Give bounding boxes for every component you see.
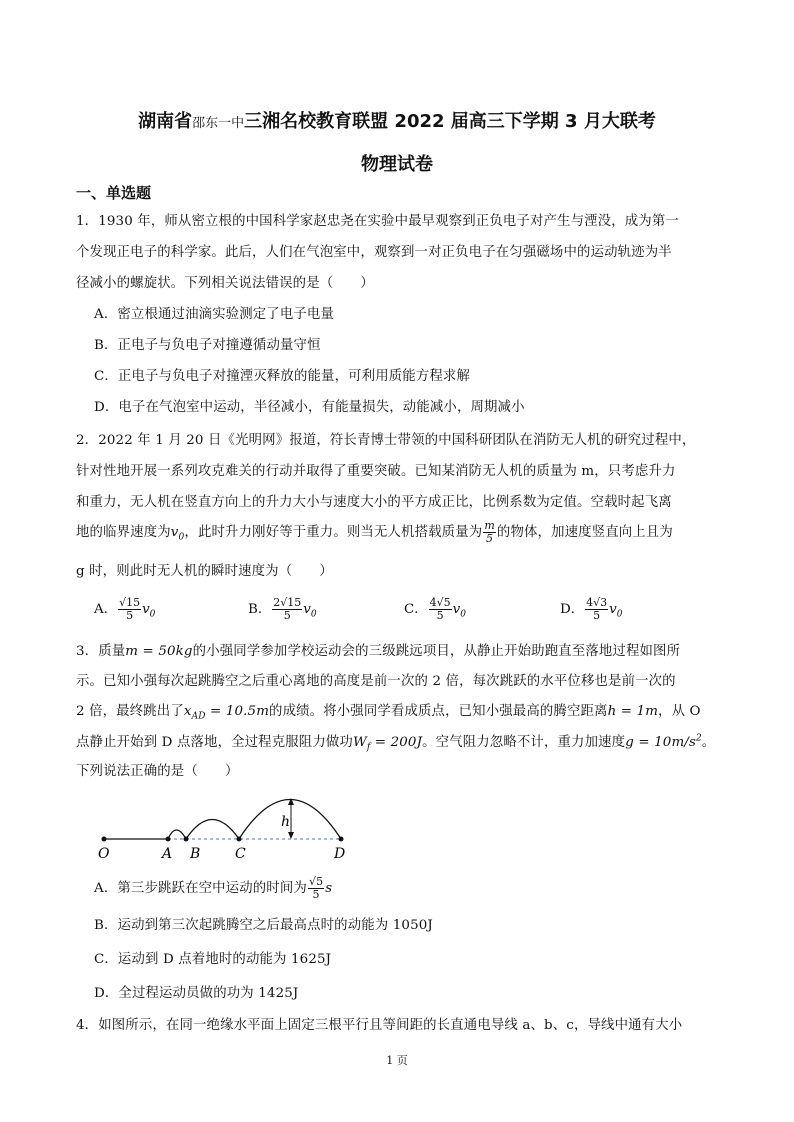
q2-choice-a-den: 5 [126,609,134,622]
q2-choice-a [94,597,155,622]
q3-distance-value: = 10.5m [205,704,270,719]
q3-line-5: 下列说法正确的是（ ） [76,764,239,779]
exam-title [0,107,794,133]
q3-work-subscript: f [366,742,371,753]
q3-line-3-part-b: 的成绩。将小强同学看成质点，已知小强最高的腾空距离 [269,704,608,719]
q3-option-a-fraction [308,876,324,901]
label-o: O [98,846,110,862]
q2-line-4-part-c: 的物体，加速度竖直向上且为 [496,525,673,540]
q3-height: h = 1m [607,704,659,719]
label-h: h [281,814,291,830]
q3-distance [183,704,270,722]
q2-choice-b-den: 5 [283,609,291,622]
q2-choice-d-fraction [585,597,608,622]
title-school: 邵东一中 [192,116,245,131]
q3-line-4 [76,731,715,753]
q3-distance-subscript: AD [191,711,206,722]
q1-option-a: A．密立根通过油滴实验测定了电子电量 [94,307,335,322]
q2-mass-fraction [483,520,496,545]
q3-line-3-part-a: 2 倍，最终跳出了 [76,704,184,719]
point-d [339,837,344,842]
q3-option-a [94,876,332,901]
q1-option-b: B．正电子与负电子对撞遵循动量守恒 [94,338,321,353]
label-c: C [235,846,246,862]
q2-choice-b-label: B． [248,602,272,617]
label-a: A [162,846,173,862]
title-province: 湖南省 [138,111,193,132]
q3-line-1 [76,640,680,659]
q3-option-d: D．全过程运动员做的功为 1425J [94,986,299,1001]
q1-line-3: 径减小的螺旋状。下列相关说法错误的是（ ） [76,276,374,291]
title-exam: 三湘名校教育联盟 2022 届高三下学期 3 月大联考 [244,111,656,132]
q3-gravity-value: g = 10m/s [625,735,696,750]
q3-gravity-exponent: 2 [696,733,702,744]
q2-choice-c-num: 4√5 [429,596,451,609]
q2-line-4-part-a: 地的临界速度为 [76,525,171,540]
page-number: 1 页 [386,1054,408,1067]
height-arrow-head-bottom [288,832,294,839]
q2-v0-subscript: 0 [178,532,185,543]
q2-choice-c-v0-symbol: v [452,602,461,617]
q2-choice-a-v0 [142,602,156,620]
q2-choice-d-label: D． [560,602,585,617]
point-a [166,837,171,842]
q3-work-value: = 200J [370,735,423,750]
q2-choice-c-v0 [452,602,466,620]
q3-option-c: C．运动到 D 点着地时的动能为 1625J [94,952,332,967]
q4-line-1: 4．如图所示，在同一绝缘水平面上固定三根平行且等间距的长直通电导线 a、b、c，导线中通有大小 [76,1018,683,1033]
q2-choice-b-fraction [272,597,302,622]
q2-choice-b-num: 2√15 [273,596,302,609]
q3-line-2: 示。已知小强每次起跳腾空之后重心离地的高度是前一次的 2 倍，每次跳跃的水平位移也是前一次的 [76,674,676,689]
q2-choice-c-label: C． [404,602,428,617]
q2-choice-c-v0-subscript: 0 [460,609,466,620]
q1-line-2: 个发现正电子的科学家。此后，人们在气泡室中，观察到一对正负电子在匀强磁场中的运动轨迹为半 [76,245,672,260]
q2-choice-b [248,597,317,622]
section-heading: 一、单选题 [76,184,152,202]
q3-option-a-den: 5 [312,888,320,901]
label-d: D [334,846,346,862]
triple-jump-figure [96,786,366,866]
label-b: B [190,846,201,862]
q2-choice-b-v0-symbol: v [303,602,311,617]
q2-choice-a-v0-symbol: v [142,602,150,617]
q2-choice-b-v0 [303,602,317,620]
q2-choice-d-den: 5 [593,609,601,622]
q3-line-4-part-a: 点静止开始到 D 点落地，全过程克服阻力做功 [76,735,353,750]
q3-line-3 [76,700,701,722]
jump-arc-2 [186,820,239,840]
q2-choice-d-num: 4√3 [586,596,608,609]
q2-mass-fraction-num: m [484,519,495,532]
point-o [102,837,107,842]
exam-subtitle: 物理试卷 [361,154,433,175]
q2-choice-a-v0-subscript: 0 [149,609,156,620]
q2-choice-d [560,597,622,622]
q2-line-3: 和重力，无人机在竖直方向上的升力大小与速度大小的平方成正比，比例系数为定值。空载时起飞离 [76,495,672,510]
q3-option-b: B．运动到第三次起跳腾空之后最高点时的动能为 1050J [94,918,433,933]
jump-arc-1 [168,830,186,839]
q1-option-c: C．正电子与负电子对撞湮灭释放的能量，可利用质能方程求解 [94,369,470,384]
q2-choice-a-num: √15 [119,596,141,609]
point-b [184,837,189,842]
q3-work [352,735,423,753]
q2-line-4-part-b: ，此时升力刚好等于重力。则当无人机搭载质量为 [184,525,483,540]
q2-line-4 [76,520,673,545]
q3-line-1-part-b: 的小强同学参加学校运动会的三级跳远项目，从静止开始助跑直至落地过程如图所 [192,644,681,659]
q2-choice-c [404,597,466,622]
q3-option-a-num: √5 [308,875,324,888]
q2-choice-c-fraction [429,597,452,622]
q2-mass-fraction-den: 5 [486,532,494,545]
q2-line-1: 2．2022 年 1 月 20 日《光明网》报道，符长青博士带领的中国科研团队在消防无人机的研究过程中， [76,433,696,448]
q3-line-3-part-c: ，从 O [658,704,701,719]
q3-mass: m = 50kg [125,644,193,659]
q2-choice-c-den: 5 [436,609,444,622]
q3-line-1-part-a: 3．质量 [76,644,126,659]
q2-choice-d-v0-symbol: v [609,602,617,617]
q2-choice-d-v0 [609,602,623,620]
q1-option-d: D．电子在气泡室中运动，半径减小，有能量损失，动能减小，周期减小 [94,400,525,415]
q3-option-a-text: A．第三步跳跃在空中运动的时间为 [94,881,307,896]
q2-choice-d-v0-subscript: 0 [616,609,623,620]
q2-line-5: g 时，则此时无人机的瞬时速度为（ ） [76,564,333,579]
q3-line-4-part-b: 。空气阻力忽略不计，重力加速度 [422,735,626,750]
q2-choice-a-fraction [118,597,141,622]
q3-gravity [625,735,702,750]
q2-choice-b-v0-subscript: 0 [310,609,317,620]
q3-option-a-unit: s [325,881,333,896]
q3-line-4-part-c: 。 [701,735,716,750]
q2-v0 [170,525,185,543]
q2-choice-a-label: A． [94,602,118,617]
q1-line-1: 1．1930 年，师从密立根的中国科学家赵忠尧在实验中最早观察到正负电子对产生与湮没，成为第一 [76,214,679,229]
q2-line-2: 针对性地开展一系列攻克难关的行动并取得了重要突破。已知某消防无人机的质量为 m，只考虑升力 [76,464,676,479]
q2-v0-symbol: v [170,525,179,540]
q3-work-symbol: W [352,735,367,750]
point-c [237,837,242,842]
q3-distance-symbol: x [183,704,192,719]
